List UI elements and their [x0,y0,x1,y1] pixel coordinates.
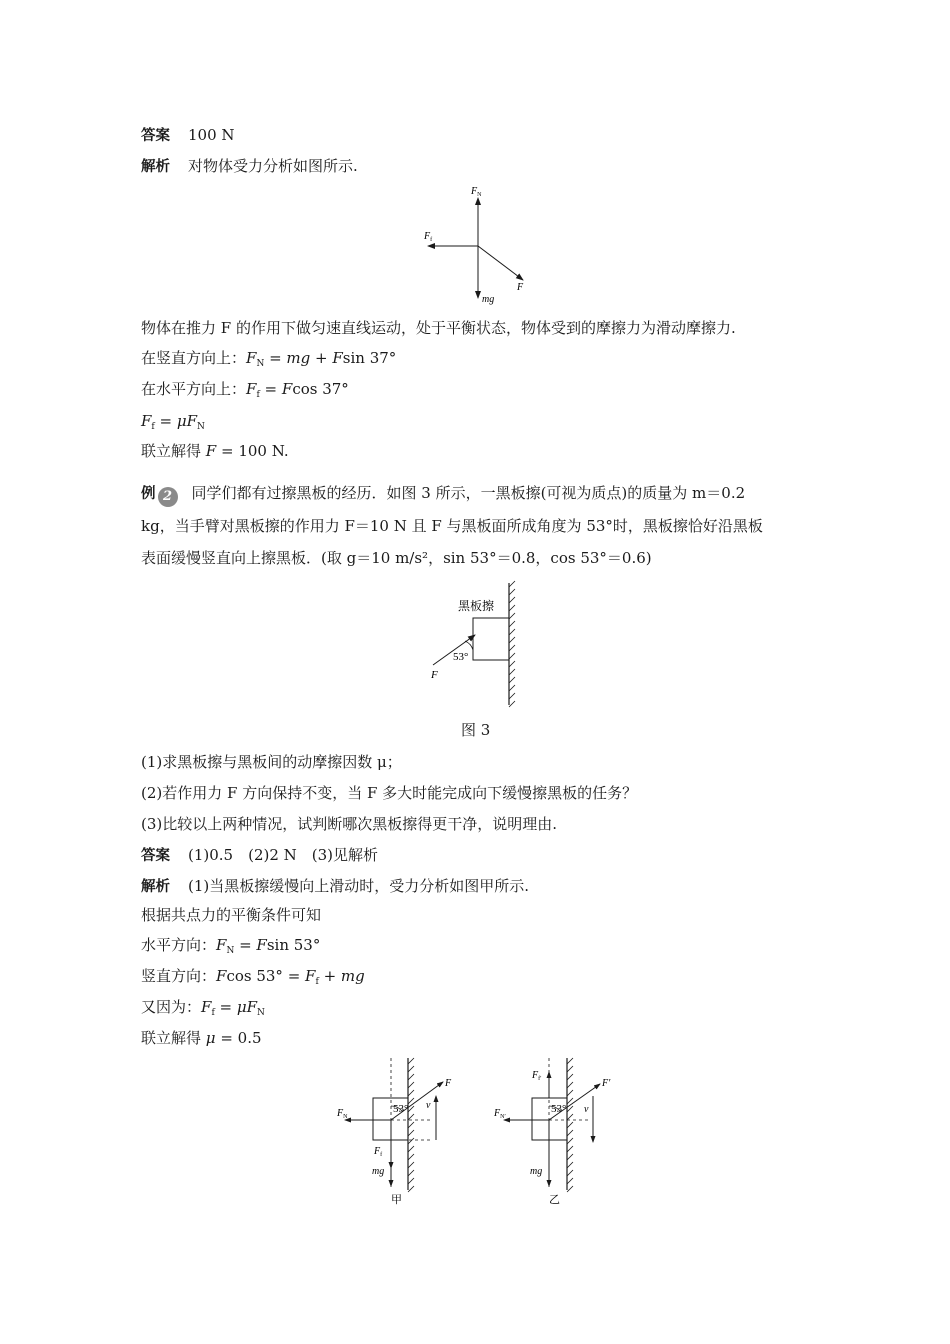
answer-value: (1)0.5 (2)2 N (3)见解析 [188,846,379,864]
example-label: 例 [141,486,156,502]
f-label: F [445,1078,452,1089]
sol2-line5: 联立解得 μ = 0.5 [141,1029,262,1047]
force-label: F [431,669,438,681]
sol1-line2-prefix: 在竖直方向上： [141,349,247,367]
caption-yi: 乙 [549,1194,560,1206]
sol2-line3-prefix: 竖直方向： [141,967,217,985]
f-label: F′ [602,1078,611,1089]
sol2-line2: 水平方向：$F_N = Fsin$ 53° [141,936,321,956]
wall-hatch [509,581,515,707]
example-2-text1: 同学们都有过擦黑板的经历．如图 3 所示，一黑板擦(可视为质点)的质量为 m＝0.2 [191,484,746,502]
wall-hatch [408,1058,414,1192]
angle-label: 53° [393,1103,409,1115]
example-2-line2: kg，当手臂对黑板擦的作用力 F＝10 N 且 F 与黑板面所成角度为 53°时，黑板擦恰好沿黑板 [141,517,763,535]
figure-3-caption: 图 3 [461,721,491,739]
force-diagram-1 [415,182,555,307]
analysis-text: 对物体受力分析如图所示. [188,157,358,175]
example-2-line3: 表面缓慢竖直向上擦黑板．(取 g＝10 m/s²，sin 53°＝0.8，cos 53°＝0.6) [141,549,652,567]
answer-label: 答案 [141,848,170,864]
figure-jia [333,1058,473,1208]
mg-label: mg [372,1166,385,1177]
sol1-line5-prefix: 联立解得 [141,442,202,460]
mg-label: mg [530,1166,543,1177]
f-label: F [517,282,524,293]
answer-2 [141,845,378,866]
sol1-line3-prefix: 在水平方向上： [141,380,247,398]
sol2-line3: 竖直方向：Fcos $53^\circ = F_f$ + mg [141,967,365,987]
ff-label: $F_f$ [374,1146,383,1158]
answer-1 [141,125,235,146]
eraser-block [473,618,509,660]
question-2: (2)若作用力 F 方向保持不变，当 F 多大时能完成向下缓慢擦黑板的任务？ [141,784,638,802]
answer-value: 100 N [188,126,235,144]
sol1-line2: 在竖直方向上：$F_N$ = mg + Fsin 37° [141,349,397,369]
figure-yi [490,1058,630,1208]
caption-jia: 甲 [391,1194,402,1206]
fn-label: $F_{N'}$ [494,1108,506,1120]
mg-label: mg [482,294,495,305]
sol2-line4-prefix: 又因为： [141,998,202,1016]
sol1-line3: 在水平方向上：$F_f = Fcos$ 37° [141,380,349,400]
analysis-text: (1)当黑板擦缓慢向上滑动时，受力分析如图甲所示. [188,877,530,895]
angle-arc [465,641,473,650]
fn-label: $F_N$ [471,186,482,198]
example-2-line1 [141,483,745,507]
sol2-line2-prefix: 水平方向： [141,936,217,954]
ff-label: $F_f$ [424,231,433,243]
v-label: v [426,1100,431,1111]
sol2-line5-prefix: 联立解得 [141,1029,202,1047]
wall-hatch [567,1058,573,1192]
question-1: (1)求黑板擦与黑板间的动摩擦因数 μ； [141,753,402,771]
example-number-badge: 2 [158,487,178,507]
angle-label: 53° [453,651,469,663]
eraser-label: 黑板擦 [458,599,495,613]
sol1-line4: $F_f = \mu F_N$ [141,412,205,432]
analysis-2 [141,876,529,897]
analysis-1 [141,156,358,177]
sol1-line1: 物体在推力 F 的作用下做匀速直线运动，处于平衡状态，物体受到的摩擦力为滑动摩擦力. [141,319,736,337]
fn-label: $F_N$ [337,1108,348,1120]
figure-3 [425,583,535,708]
answer-label: 答案 [141,128,170,144]
f-arrow [478,246,523,280]
question-3: (3)比较以上两种情况，试判断哪次黑板擦得更干净，说明理由. [141,815,558,833]
sol2-line4: 又因为：$F_f = \mu F_N$ [141,998,265,1018]
v-label: v [584,1104,589,1115]
analysis-label: 解析 [141,159,170,175]
ff-label: $F_{f'}$ [532,1070,542,1082]
angle-label: 53° [551,1103,567,1115]
sol1-line5: 联立解得 F = 100 N. [141,442,289,460]
sol2-line1: 根据共点力的平衡条件可知 [141,906,322,924]
analysis-label: 解析 [141,879,170,895]
